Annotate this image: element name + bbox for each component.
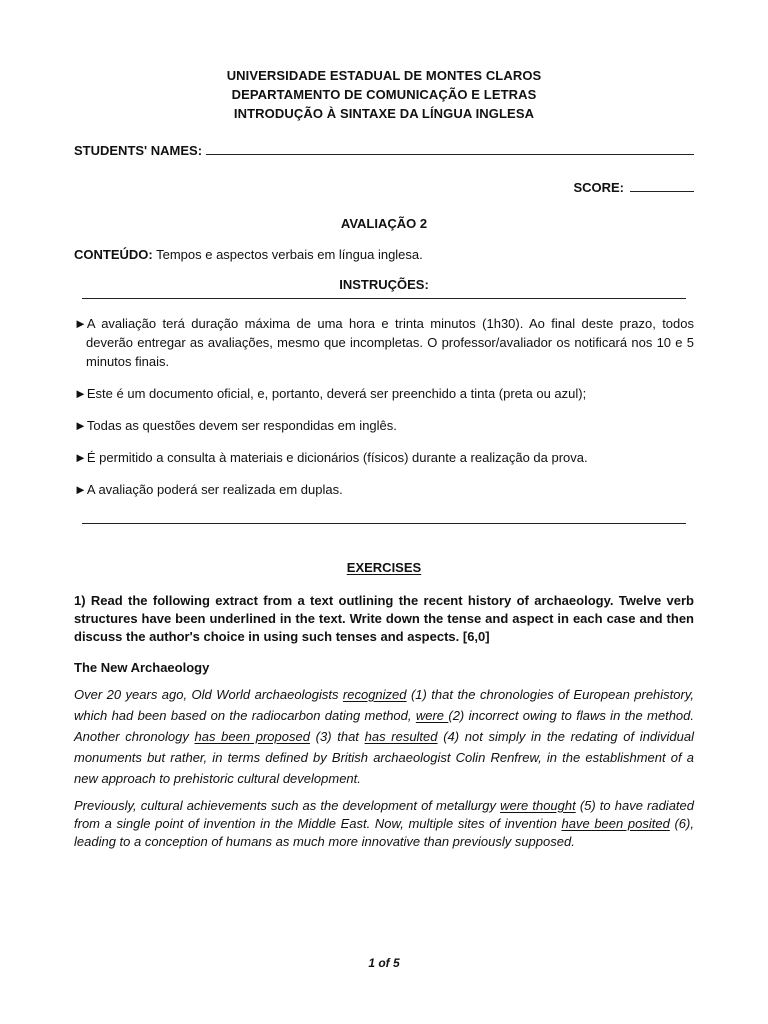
instruction-item: ►A avaliação terá duração máxima de uma hora e trinta minutos (1h30). Ao final deste prazo, todos deverão entregar as avaliações, mesmo que incompletas. O professor/avaliador os notificará nos 10 e 5 minutos finais. bbox=[74, 316, 694, 369]
underlined-verb: has been proposed bbox=[194, 729, 310, 744]
score-blank[interactable] bbox=[630, 191, 694, 192]
header-line-university: UNIVERSIDADE ESTADUAL DE MONTES CLAROS bbox=[226, 68, 542, 83]
university-header bbox=[74, 66, 694, 123]
underlined-verb: recognized bbox=[342, 687, 407, 702]
underlined-verb: were thought bbox=[500, 798, 576, 813]
instruction-item: ►É permitido a consulta à materiais e dicionários (físicos) durante a realização da prova. bbox=[74, 450, 588, 465]
bullet-marker: ► bbox=[74, 418, 87, 433]
header-line-department: DEPARTAMENTO DE COMUNICAÇÃO E LETRAS bbox=[231, 87, 537, 102]
conteudo-line bbox=[74, 247, 694, 262]
students-names-blank[interactable] bbox=[206, 154, 694, 155]
bullet-marker: ► bbox=[74, 450, 87, 465]
underlined-verb: has resulted bbox=[364, 729, 438, 744]
instrucoes-bottom-rule bbox=[82, 523, 686, 524]
header-line-course: INTRODUÇÃO À SINTAXE DA LÍNGUA INGLESA bbox=[233, 106, 535, 121]
instruction-item: ►A avaliação poderá ser realizada em duplas. bbox=[74, 482, 343, 497]
avaliacao-title: AVALIAÇÃO 2 bbox=[340, 216, 428, 231]
students-names-row bbox=[74, 143, 694, 158]
document-page bbox=[74, 66, 694, 851]
instructions-list bbox=[74, 314, 694, 499]
instruction-item: ►Este é um documento oficial, e, portanto, deverá ser preenchido a tinta (preta ou azul); bbox=[74, 386, 587, 401]
article-paragraph-1: Over 20 years ago, Old World archaeologists recognized (1) that the chronologies of European prehistory, which had been based on the radiocarbon dating method, were (2) incorrect owing to flaws in the method. Another chronology has been proposed (3) that has resulted (4) not simply in the redating of individual monuments but rather, in terms defined by British archaeologist Colin Renfrew, in the establishment of a new approach to prehistoric cultural development. bbox=[74, 687, 695, 786]
bullet-marker: ► bbox=[74, 386, 87, 401]
article-paragraph-2: Previously, cultural achievements such as the development of metallurgy were thought (5) to have radiated from a single point of invention in the Middle East. Now, multiple sites of invention have been posited (6), leading to a conception of humans as much more innovative than previously supposed. bbox=[74, 798, 695, 849]
page-number: 1 of 5 bbox=[368, 956, 400, 970]
score-row bbox=[74, 180, 694, 195]
instruction-item: ►Todas as questões devem ser respondidas em inglês. bbox=[74, 418, 397, 433]
students-names-label: STUDENTS' NAMES: bbox=[74, 143, 203, 158]
conteudo-label: CONTEÚDO: bbox=[74, 247, 153, 262]
instrucoes-top-rule bbox=[82, 298, 686, 299]
bullet-marker: ► bbox=[74, 316, 87, 331]
question-1: 1) Read the following extract from a text outlining the recent history of archaeology. Twelve verb structures have been underlined in the text. Write down the tense and aspect in each case and then discuss the author's choice in using such tenses and aspects. [6,0] bbox=[74, 593, 694, 644]
exercises-title: EXERCISES bbox=[346, 560, 422, 575]
instrucoes-title: INSTRUÇÕES: bbox=[339, 277, 429, 292]
article-title: The New Archaeology bbox=[74, 660, 210, 675]
conteudo-text: Tempos e aspectos verbais em língua inglesa. bbox=[156, 247, 423, 262]
underlined-verb: were bbox=[415, 708, 449, 723]
bullet-marker: ► bbox=[74, 482, 87, 497]
score-label: SCORE: bbox=[573, 180, 624, 195]
underlined-verb: have been posited bbox=[561, 816, 670, 831]
